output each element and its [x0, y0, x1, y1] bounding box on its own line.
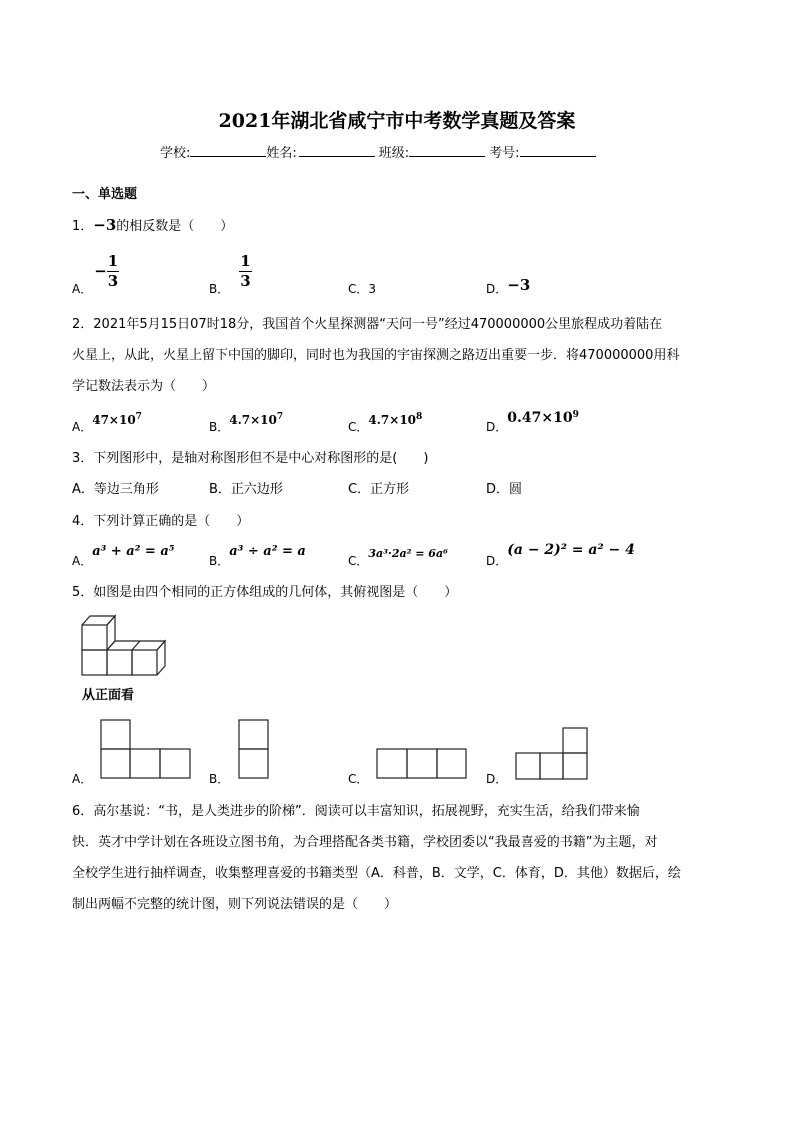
question-6-line-1: 6．高尔基说：“书，是人类进步的阶梯”．阅读可以丰富知识，拓展视野，充实生活，给我们带来愉: [72, 804, 640, 819]
q5-option-b-label: B．: [209, 772, 230, 786]
q4-option-b: B．a³ ÷ a² = a: [209, 544, 306, 568]
page-title: 2021年湖北省咸宁市中考数学真题及答案: [218, 110, 576, 132]
q3-option-d: D．圆: [486, 482, 523, 497]
exam-no-label: 考号:: [489, 146, 520, 161]
figure-caption: 从正面看: [82, 688, 135, 703]
q2-option-b: B．$4.7\times 10^7$: [209, 412, 284, 434]
school-label: 学校:: [160, 146, 191, 161]
question-4-stem: 4．下列计算正确的是（ ）: [72, 514, 250, 529]
q3-option-c: C．正方形: [348, 482, 410, 497]
q5-option-d-label: D．: [486, 772, 508, 786]
q1-d-math: −3: [507, 276, 531, 294]
q5-option-c-label: C．: [348, 772, 369, 786]
q1-a-fraction: $\frac{1}{3}$: [107, 252, 119, 290]
section-heading: 一、单选题: [72, 187, 138, 202]
school-blank[interactable]: [190, 144, 266, 157]
q5-option-b-figure: [238, 719, 270, 779]
q5-option-a-figure: [100, 719, 192, 779]
question-6-line-3: 全校学生进行抽样调查，收集整理喜爱的书籍类型（A．科普，B．文学，C．体育，D．其他）数据后，绘: [72, 866, 681, 881]
student-info-line: [160, 142, 596, 161]
q1-b-label: B．: [209, 282, 230, 296]
q1-option-a: [72, 254, 119, 297]
q2-option-a: A．$47\times 10^7$: [72, 412, 142, 434]
cubes-3d-figure: [80, 612, 180, 680]
q4-option-c: C．3a³·2a² = 6a⁶: [348, 547, 448, 568]
class-blank[interactable]: [409, 144, 485, 157]
q5-option-c-figure: [376, 748, 468, 779]
q1-stem-text: 的相反数是（ ）: [116, 219, 234, 234]
q3-option-a: A．等边三角形: [72, 482, 159, 497]
question-1-stem: [72, 215, 233, 234]
question-2-line-2: 火星上，从此，火星上留下中国的脚印，同时也为我国的宇宙探测之路迈出重要一步．将470000000用科: [72, 348, 680, 363]
q1-a-label: A．: [72, 282, 93, 296]
name-label: 姓名:: [266, 146, 297, 161]
q4-option-d: D．(a − 2)² = a² − 4: [486, 542, 635, 568]
q1-option-c: C．3: [348, 282, 377, 296]
question-3-stem: 3．下列图形中，是轴对称图形但不是中心对称图形的是( ): [72, 451, 429, 466]
q1-option-b: [209, 254, 252, 297]
q1-number: 1．: [72, 219, 94, 234]
question-2-line-1: 2．2021年5月15日07时18分，我国首个火星探测器“天问一号”经过470000000公里旅程成功着陆在: [72, 317, 663, 332]
q3-option-b: B．正六边形: [209, 482, 283, 497]
q4-option-a: A．a³ + a² = a⁵: [72, 544, 175, 568]
name-blank[interactable]: [299, 144, 375, 157]
q5-option-a-label: A．: [72, 772, 93, 786]
q2-option-c: C．$4.7\times 10^8$: [348, 412, 423, 434]
question-6-line-2: 快．英才中学计划在各班设立图书角，为合理搭配各类书籍，学校团委以“我最喜爱的书籍”为主题，对: [72, 835, 658, 850]
q1-math: −3: [93, 216, 117, 234]
q1-b-fraction: $\frac{1}{3}$: [240, 252, 251, 290]
question-5-stem: 5．如图是由四个相同的正方体组成的几何体，其俯视图是（ ）: [72, 585, 458, 600]
q2-option-d: D．$0.47\times 10^9$: [486, 410, 579, 434]
q1-a-sign: −: [94, 262, 107, 280]
question-2-line-3: 学记数法表示为（ ）: [72, 379, 216, 394]
q1-option-d: D．−3: [486, 276, 531, 296]
question-6-line-4: 制出两幅不完整的统计图，则下列说法错误的是（ ）: [72, 897, 398, 912]
class-label: 班级:: [378, 146, 410, 161]
exam-no-blank[interactable]: [520, 144, 596, 157]
q5-option-d-figure: [515, 727, 589, 781]
